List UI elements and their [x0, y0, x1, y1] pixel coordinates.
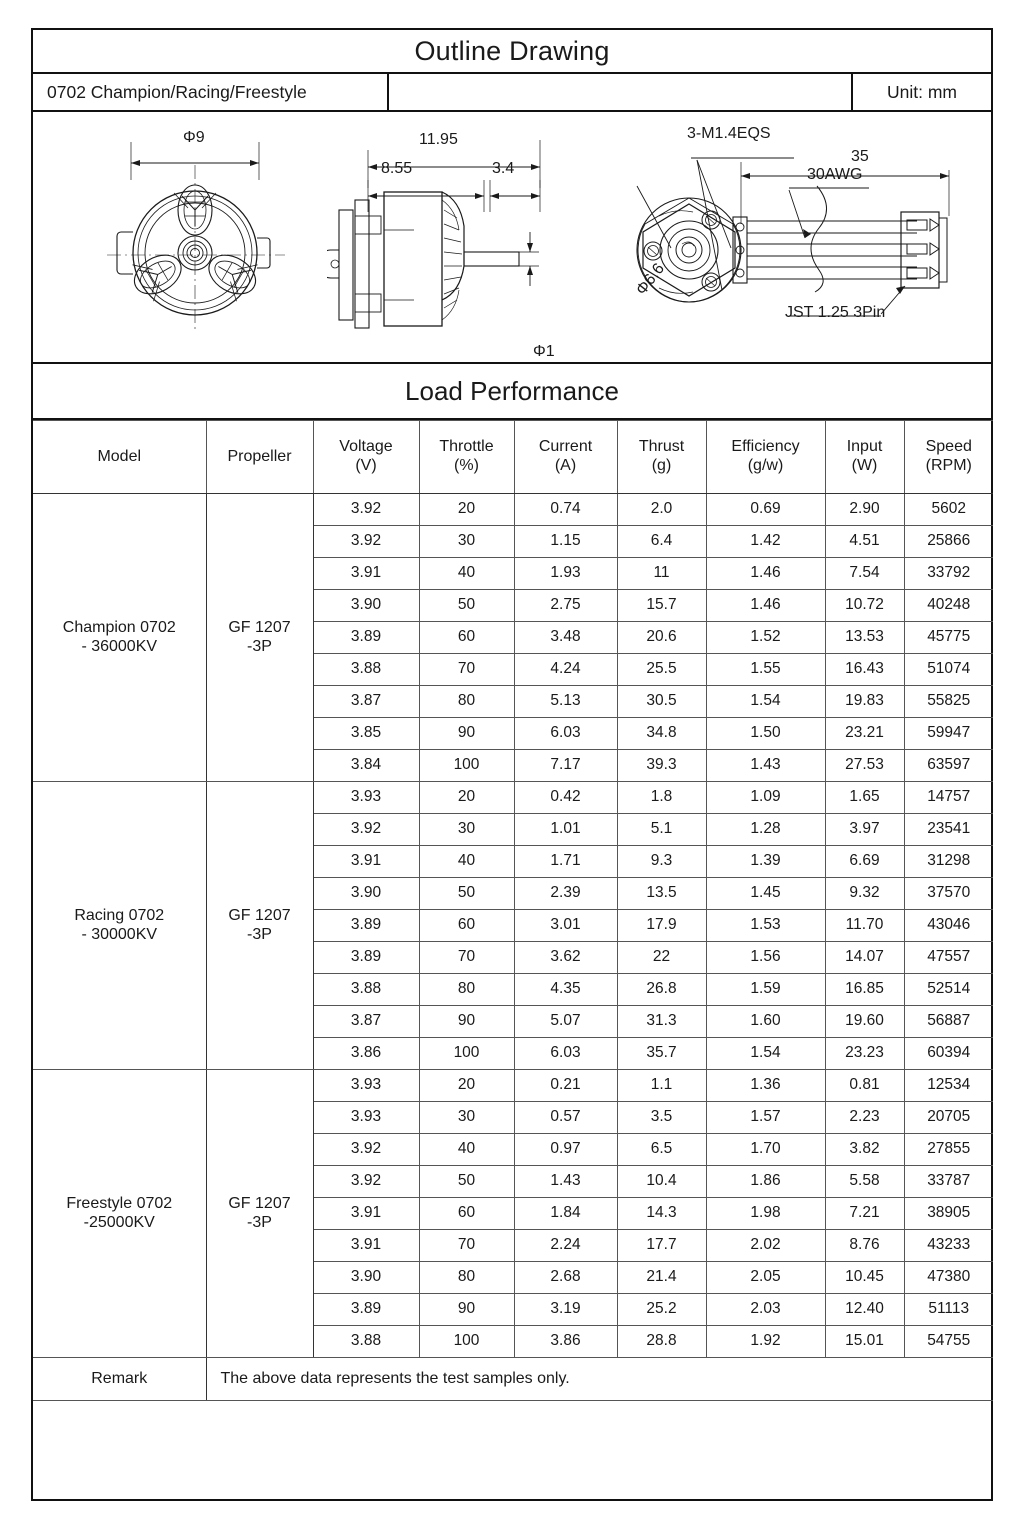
cell-throttle: 80: [419, 686, 514, 718]
cell-input: 19.60: [825, 1006, 904, 1038]
header-line-2: (V): [355, 457, 377, 474]
cell-throttle: 60: [419, 1198, 514, 1230]
cell-voltage: 3.92: [313, 1166, 419, 1198]
cell-throttle: 100: [419, 1326, 514, 1358]
cell-thrust: 5.1: [617, 814, 706, 846]
cell-throttle: 90: [419, 718, 514, 750]
table-row: [33, 782, 993, 814]
column-header-efficiency: [706, 421, 825, 494]
cell-current: 3.62: [514, 942, 617, 974]
cell-current: 6.03: [514, 1038, 617, 1070]
cell-input: 2.90: [825, 494, 904, 526]
model-name: Freestyle 0702: [66, 1194, 173, 1212]
cell-input: 1.65: [825, 782, 904, 814]
cell-current: 1.71: [514, 846, 617, 878]
cell-throttle: 90: [419, 1294, 514, 1326]
cell-thrust: 31.3: [617, 1006, 706, 1038]
table-header: [33, 421, 993, 494]
cell-efficiency: 1.60: [706, 1006, 825, 1038]
header-line-1: Voltage: [339, 438, 393, 456]
cell-current: 2.39: [514, 878, 617, 910]
cell-current: 0.74: [514, 494, 617, 526]
cell-efficiency: 1.46: [706, 558, 825, 590]
header-line-2: (g/w): [747, 457, 784, 474]
cell-voltage: 3.88: [313, 1326, 419, 1358]
cell-thrust: 34.8: [617, 718, 706, 750]
cell-thrust: 17.7: [617, 1230, 706, 1262]
header-line-1: Model: [97, 447, 142, 465]
cell-current: 1.84: [514, 1198, 617, 1230]
cell-input: 3.97: [825, 814, 904, 846]
cell-efficiency: 1.59: [706, 974, 825, 1006]
cell-current: 3.86: [514, 1326, 617, 1358]
cell-input: 23.21: [825, 718, 904, 750]
cell-throttle: 20: [419, 494, 514, 526]
cell-speed: 37570: [904, 878, 993, 910]
model-cell: [33, 782, 206, 1070]
cell-efficiency: 1.70: [706, 1134, 825, 1166]
cell-speed: 33787: [904, 1166, 993, 1198]
model-cell: [33, 1070, 206, 1358]
cell-current: 4.35: [514, 974, 617, 1006]
cell-voltage: 3.84: [313, 750, 419, 782]
cell-voltage: 3.92: [313, 526, 419, 558]
cell-voltage: 3.89: [313, 1294, 419, 1326]
cell-throttle: 70: [419, 942, 514, 974]
header-line-2: (RPM): [925, 457, 972, 474]
cell-current: 0.57: [514, 1102, 617, 1134]
cell-speed: 23541: [904, 814, 993, 846]
cell-current: 1.15: [514, 526, 617, 558]
cell-current: 3.01: [514, 910, 617, 942]
cell-input: 9.32: [825, 878, 904, 910]
cell-throttle: 40: [419, 558, 514, 590]
front-view-diameter-label: Φ9: [183, 129, 205, 146]
header-line-2: (%): [454, 457, 479, 474]
cell-throttle: 20: [419, 782, 514, 814]
cell-thrust: 35.7: [617, 1038, 706, 1070]
cell-throttle: 90: [419, 1006, 514, 1038]
datasheet-page: [31, 28, 993, 1501]
cell-efficiency: 1.54: [706, 1038, 825, 1070]
cell-voltage: 3.90: [313, 878, 419, 910]
cell-throttle: 60: [419, 622, 514, 654]
cell-current: 1.01: [514, 814, 617, 846]
column-header-propeller: [206, 421, 313, 494]
cell-efficiency: 0.69: [706, 494, 825, 526]
model-cell: [33, 494, 206, 782]
side-view-shaft-length-label: 3.4: [492, 160, 515, 177]
cell-thrust: 39.3: [617, 750, 706, 782]
cell-throttle: 20: [419, 1070, 514, 1102]
cell-efficiency: 1.43: [706, 750, 825, 782]
side-view-body-length-label: 8.55: [381, 160, 413, 177]
cell-current: 1.43: [514, 1166, 617, 1198]
cell-input: 14.07: [825, 942, 904, 974]
column-header-thrust: [617, 421, 706, 494]
cell-speed: 40248: [904, 590, 993, 622]
cell-input: 3.82: [825, 1134, 904, 1166]
cell-input: 10.72: [825, 590, 904, 622]
cell-thrust: 10.4: [617, 1166, 706, 1198]
cell-throttle: 30: [419, 814, 514, 846]
cell-efficiency: 1.98: [706, 1198, 825, 1230]
load-performance-title: Load Performance: [405, 375, 619, 406]
propeller-blades: -3P: [247, 1213, 272, 1231]
cell-efficiency: 1.92: [706, 1326, 825, 1358]
cell-current: 4.24: [514, 654, 617, 686]
cell-speed: 33792: [904, 558, 993, 590]
cell-efficiency: 2.03: [706, 1294, 825, 1326]
cell-throttle: 100: [419, 1038, 514, 1070]
cell-throttle: 80: [419, 1262, 514, 1294]
column-header-voltage: [313, 421, 419, 494]
cell-speed: 12534: [904, 1070, 993, 1102]
cell-throttle: 50: [419, 878, 514, 910]
cell-input: 8.76: [825, 1230, 904, 1262]
cell-thrust: 25.5: [617, 654, 706, 686]
header-line-1: Propeller: [227, 447, 292, 465]
propeller-cell: [206, 494, 313, 782]
cell-input: 7.21: [825, 1198, 904, 1230]
bolt-circle-diameter-label: Φ6.6: [633, 260, 668, 299]
cell-input: 7.54: [825, 558, 904, 590]
cell-speed: 47380: [904, 1262, 993, 1294]
cell-speed: 27855: [904, 1134, 993, 1166]
cell-efficiency: 1.55: [706, 654, 825, 686]
cell-efficiency: 1.28: [706, 814, 825, 846]
cell-efficiency: 1.46: [706, 590, 825, 622]
cell-voltage: 3.91: [313, 846, 419, 878]
remark-label: Remark: [33, 1358, 206, 1401]
cell-throttle: 80: [419, 974, 514, 1006]
cell-input: 2.23: [825, 1102, 904, 1134]
wire-length-label: 35: [851, 148, 869, 165]
cell-speed: 51113: [904, 1294, 993, 1326]
cell-throttle: 100: [419, 750, 514, 782]
cell-throttle: 50: [419, 1166, 514, 1198]
cell-speed: 54755: [904, 1326, 993, 1358]
cell-throttle: 40: [419, 846, 514, 878]
header-line-1: Throttle: [439, 438, 494, 456]
model-name: Champion 0702: [62, 618, 176, 636]
cell-thrust: 30.5: [617, 686, 706, 718]
cell-input: 0.81: [825, 1070, 904, 1102]
cell-thrust: 14.3: [617, 1198, 706, 1230]
cell-efficiency: 1.39: [706, 846, 825, 878]
header-line-2: (A): [554, 457, 577, 474]
cell-voltage: 3.91: [313, 1198, 419, 1230]
cell-efficiency: 1.50: [706, 718, 825, 750]
cell-thrust: 2.0: [617, 494, 706, 526]
connector-type-label: JST 1.25 3Pin: [785, 304, 886, 321]
load-performance-table: [33, 420, 993, 1401]
cell-thrust: 9.3: [617, 846, 706, 878]
unit-label: Unit: mm: [851, 74, 991, 110]
cell-speed: 43046: [904, 910, 993, 942]
cell-input: 27.53: [825, 750, 904, 782]
cell-input: 12.40: [825, 1294, 904, 1326]
cell-voltage: 3.89: [313, 622, 419, 654]
cell-voltage: 3.90: [313, 590, 419, 622]
model-kv: -25000KV: [83, 1213, 155, 1231]
cell-current: 1.93: [514, 558, 617, 590]
cell-throttle: 30: [419, 1102, 514, 1134]
page-title-bar: [33, 30, 991, 74]
outline-drawing-area: [33, 112, 991, 364]
cell-throttle: 50: [419, 590, 514, 622]
cell-efficiency: 1.53: [706, 910, 825, 942]
propeller-name: GF 1207: [228, 906, 291, 924]
cell-speed: 14757: [904, 782, 993, 814]
cell-speed: 47557: [904, 942, 993, 974]
cell-efficiency: 2.02: [706, 1230, 825, 1262]
table-row: [33, 1070, 993, 1102]
cell-thrust: 1.1: [617, 1070, 706, 1102]
header-line-1: Thrust: [638, 438, 685, 456]
cell-speed: 55825: [904, 686, 993, 718]
cell-thrust: 13.5: [617, 878, 706, 910]
cell-voltage: 3.87: [313, 1006, 419, 1038]
cell-speed: 31298: [904, 846, 993, 878]
cell-throttle: 70: [419, 654, 514, 686]
cell-voltage: 3.88: [313, 974, 419, 1006]
header-line-2: (W): [851, 457, 878, 474]
load-performance-bar: [33, 364, 991, 420]
propeller-blades: -3P: [247, 637, 272, 655]
header-line-1: Current: [538, 438, 593, 456]
cell-voltage: 3.90: [313, 1262, 419, 1294]
performance-table-wrap: [33, 420, 991, 1499]
cell-current: 5.07: [514, 1006, 617, 1038]
cell-current: 0.42: [514, 782, 617, 814]
cell-thrust: 17.9: [617, 910, 706, 942]
header-line-1: Speed: [925, 438, 972, 456]
page-title: Outline Drawing: [414, 35, 610, 66]
cell-speed: 38905: [904, 1198, 993, 1230]
cell-thrust: 22: [617, 942, 706, 974]
model-name: Racing 0702: [74, 906, 165, 924]
cell-input: 16.85: [825, 974, 904, 1006]
cell-current: 3.19: [514, 1294, 617, 1326]
cell-voltage: 3.91: [313, 1230, 419, 1262]
table-row: [33, 494, 993, 526]
cell-throttle: 30: [419, 526, 514, 558]
cell-input: 16.43: [825, 654, 904, 686]
propeller-name: GF 1207: [228, 618, 291, 636]
cell-throttle: 70: [419, 1230, 514, 1262]
cell-throttle: 60: [419, 910, 514, 942]
cell-current: 6.03: [514, 718, 617, 750]
side-view-total-length-label: 11.95: [419, 131, 458, 148]
cell-speed: 20705: [904, 1102, 993, 1134]
propeller-cell: [206, 1070, 313, 1358]
cell-efficiency: 1.56: [706, 942, 825, 974]
cell-current: 2.75: [514, 590, 617, 622]
screw-spec-label: 3-M1.4EQS: [687, 125, 771, 142]
cell-speed: 5602: [904, 494, 993, 526]
cell-speed: 56887: [904, 1006, 993, 1038]
cell-efficiency: 1.45: [706, 878, 825, 910]
cell-efficiency: 1.57: [706, 1102, 825, 1134]
cell-speed: 59947: [904, 718, 993, 750]
cell-voltage: 3.92: [313, 494, 419, 526]
cell-speed: 60394: [904, 1038, 993, 1070]
cell-voltage: 3.87: [313, 686, 419, 718]
cell-current: 0.21: [514, 1070, 617, 1102]
header-line-2: (g): [651, 457, 672, 474]
subtitle-bar: [33, 74, 991, 112]
table-body: [33, 494, 993, 1401]
cell-current: 3.48: [514, 622, 617, 654]
front-view-drawing: [89, 120, 304, 335]
cell-efficiency: 1.52: [706, 622, 825, 654]
propeller-blades: -3P: [247, 925, 272, 943]
cell-thrust: 26.8: [617, 974, 706, 1006]
cell-input: 19.83: [825, 686, 904, 718]
cell-thrust: 1.8: [617, 782, 706, 814]
cell-thrust: 6.5: [617, 1134, 706, 1166]
cell-current: 2.68: [514, 1262, 617, 1294]
cell-input: 5.58: [825, 1166, 904, 1198]
cell-input: 23.23: [825, 1038, 904, 1070]
cell-efficiency: 1.42: [706, 526, 825, 558]
cell-speed: 25866: [904, 526, 993, 558]
column-header-speed: [904, 421, 993, 494]
cell-voltage: 3.88: [313, 654, 419, 686]
cell-speed: 63597: [904, 750, 993, 782]
cell-thrust: 15.7: [617, 590, 706, 622]
remark-text: The above data represents the test samples only.: [206, 1358, 993, 1401]
cell-voltage: 3.93: [313, 782, 419, 814]
cell-thrust: 25.2: [617, 1294, 706, 1326]
column-header-input: [825, 421, 904, 494]
cell-efficiency: 1.36: [706, 1070, 825, 1102]
cell-voltage: 3.89: [313, 942, 419, 974]
column-header-throttle: [419, 421, 514, 494]
cell-voltage: 3.93: [313, 1070, 419, 1102]
cell-input: 10.45: [825, 1262, 904, 1294]
model-kv: - 30000KV: [81, 925, 158, 943]
cell-efficiency: 1.54: [706, 686, 825, 718]
remark-row: [33, 1358, 993, 1401]
model-kv: - 36000KV: [81, 637, 158, 655]
cell-input: 4.51: [825, 526, 904, 558]
propeller-name: GF 1207: [228, 1194, 291, 1212]
cell-thrust: 21.4: [617, 1262, 706, 1294]
cell-current: 0.97: [514, 1134, 617, 1166]
column-header-current: [514, 421, 617, 494]
side-view-drawing: [327, 120, 617, 335]
cell-current: 7.17: [514, 750, 617, 782]
wire-gauge-label: 30AWG: [807, 166, 863, 183]
cell-voltage: 3.93: [313, 1102, 419, 1134]
column-header-model: [33, 421, 206, 494]
cell-voltage: 3.91: [313, 558, 419, 590]
cell-thrust: 6.4: [617, 526, 706, 558]
cell-current: 5.13: [514, 686, 617, 718]
cell-speed: 45775: [904, 622, 993, 654]
cell-input: 11.70: [825, 910, 904, 942]
header-line-1: Efficiency: [731, 438, 800, 456]
cell-input: 15.01: [825, 1326, 904, 1358]
cell-voltage: 3.92: [313, 1134, 419, 1166]
cell-input: 13.53: [825, 622, 904, 654]
cell-thrust: 28.8: [617, 1326, 706, 1358]
cell-efficiency: 2.05: [706, 1262, 825, 1294]
cell-speed: 43233: [904, 1230, 993, 1262]
propeller-cell: [206, 782, 313, 1070]
cell-voltage: 3.92: [313, 814, 419, 846]
cell-speed: 51074: [904, 654, 993, 686]
cell-input: 6.69: [825, 846, 904, 878]
cell-efficiency: 1.09: [706, 782, 825, 814]
cell-thrust: 20.6: [617, 622, 706, 654]
cell-voltage: 3.85: [313, 718, 419, 750]
rear-view-drawing: [619, 120, 989, 335]
table-header-row: [33, 421, 993, 494]
cell-voltage: 3.86: [313, 1038, 419, 1070]
cell-speed: 52514: [904, 974, 993, 1006]
shaft-diameter-label: Φ1: [533, 343, 555, 360]
cell-thrust: 3.5: [617, 1102, 706, 1134]
cell-thrust: 11: [617, 558, 706, 590]
cell-efficiency: 1.86: [706, 1166, 825, 1198]
model-series-label: 0702 Champion/Racing/Freestyle: [33, 74, 389, 110]
cell-voltage: 3.89: [313, 910, 419, 942]
cell-throttle: 40: [419, 1134, 514, 1166]
cell-current: 2.24: [514, 1230, 617, 1262]
header-line-1: Input: [846, 438, 883, 456]
